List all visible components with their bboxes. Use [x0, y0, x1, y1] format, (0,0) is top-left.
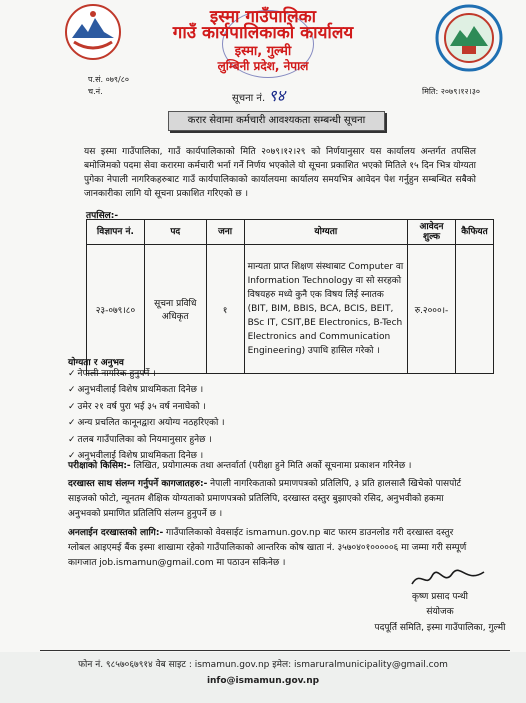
dispatch-number: च.नं.: [88, 87, 103, 96]
signatory-office: पदपूर्ति समिति, इस्मा गाउँपालिका, गुल्मी: [374, 623, 506, 633]
cell-remarks: [455, 245, 493, 374]
notice-subject: करार सेवामा कर्मचारी आवश्यकता सम्बन्धी सूचना: [187, 115, 366, 126]
table-row: [87, 245, 494, 374]
cell-fee: रु.२०००।-: [408, 245, 456, 374]
documents-text: नेपाली नागरिकताको प्रमाणपत्रको प्रतिलिपि, ३ प्रति हालसालै खिचेको पासपोर्ट साइजको फोटो, न्यूनतम शैक्षिक योग्यताको प्रमाणपत्रको प्रतिलिपि, दरखास्त दस्तुर बुझाएको रसिद, अनुभवीको हकमा अनुभवको प्रमाणित प्रतिलिपि संलग्न हुनुपर्ने छ ।: [68, 479, 462, 519]
municipality-name: इस्मा गाउँपालिका: [209, 7, 317, 27]
col-header-ad-no: विज्ञापन नं.: [87, 220, 145, 245]
list-item: ✓ नेपाली नागरिक हुनुपर्ने ।: [68, 366, 225, 382]
col-header-fee: आवेदन शुल्क: [408, 220, 456, 245]
vacancy-table: [86, 219, 494, 374]
office-name: गाउँ कार्यपालिकाको कार्यालय: [172, 23, 354, 43]
province-name: लुम्बिनी प्रदेश, नेपाल: [217, 59, 309, 73]
documents-label: दरखास्त साथ संलग्न गर्नुपर्ने कागजातहरु:-: [68, 479, 208, 489]
footer-divider: [40, 650, 510, 651]
col-header-qualification: योग्यता: [244, 220, 407, 245]
online-application: [68, 526, 478, 571]
table-header-row: [87, 220, 494, 245]
reference-number: प.सं. ०७९/८०: [88, 75, 130, 84]
subject-box: [168, 111, 385, 131]
signatory-name: कृष्ण प्रसाद पन्थी: [412, 592, 468, 602]
office-location: इस्मा, गुल्मी: [234, 44, 292, 59]
col-header-remarks: कैफियत: [455, 220, 493, 245]
cell-count: १: [206, 245, 244, 374]
notice-number: ९४: [268, 86, 285, 105]
online-text: गाउँपालिकाको वेवसाईट ismamun.gov.np बाट फारम डाउनलोड गरी दरखास्त दस्तुर ग्लोबल आइएमई बैंक इस्मा शाखामा रहेको गाउँपालिकाको आन्तरिक कोष खाता नं. ३५७०४०१०००००६ मा जम्मा गरी सम्पूर्ण कागजात job.ismamun@gmail.com मा पठाउन सकिनेछ ।: [68, 528, 467, 568]
col-header-count: जना: [206, 220, 244, 245]
exam-type: [68, 459, 478, 474]
notice-label: सूचना नं.: [232, 93, 266, 104]
exam-text: लिखित, प्रयोगात्मक तथा अन्तर्वार्ता (परीक्षा हुने मिति अर्को सूचनामा प्रकाशन गरिनेछ ।: [130, 461, 412, 471]
cell-ad-no: २३-०७९।८०: [87, 245, 145, 374]
exam-label: परीक्षाको किसिम:-: [68, 461, 131, 471]
footer-contact: फोन नं. ९८५७०६७९१४ वेब साइट : ismamun.gov.np इमेल: ismaruralmunicipality@gmail.com: [78, 660, 448, 670]
municipality-logo-icon: [434, 2, 504, 74]
intro-paragraph: यस इस्मा गाउँपालिका, गाउँ कार्यपालिकाको मिति २०७९।१२।२९ को निर्णयानुसार यस कार्यालय अन्तर्गत तपसिल बमोजिमको पदमा सेवा करारमा कर्मचारी भर्ना गर्ने निर्णय भएकोले यो सूचना प्रकाशित भएको मितिले १५ दिन भित्र योग्यता पुगेका नेपाली नागरिकहरुबाट गाउँ कार्यपालिकाको कार्यालयमा कार्यालय समयभित्र आवेदन पेश गर्नुहुन सम्बन्धित सबैको जानकारीका लागि यो सूचना प्रकाशित गरिएको छ ।: [84, 147, 476, 199]
list-item: ✓ उमेर २१ वर्ष पुरा भई ३५ वर्ष ननाघेको ।: [68, 399, 225, 415]
letterhead: [0, 0, 526, 86]
notice-date: मिति: २०७९।१२।३०: [422, 87, 481, 96]
requirements-title: योग्यता र अनुभव: [68, 358, 124, 368]
list-item: ✓ अनुभवीलाई विशेष प्राथमिकता दिनेछ ।: [68, 382, 225, 398]
list-item: ✓ अनुभवीलाई विशेष प्राथमिकता दिनेछ ।: [68, 448, 225, 464]
online-label: अनलाईन दरखास्तको लागि:-: [68, 528, 164, 538]
col-header-post: पद: [144, 220, 206, 245]
cell-post: सूचना प्रविधि अधिकृत: [144, 245, 206, 374]
details-label: तपसिल:-: [86, 211, 119, 221]
notice-number-line: [232, 84, 285, 106]
signatory-role: संयोजक: [426, 607, 454, 617]
cell-qualification: मान्यता प्राप्त शिक्षण संस्थाबाट Computer वा Information Technology वा सो सरहको विषयहरु मध्ये कुनै एक विषय लिई स्नातक (BIT, BIM, BBIS, BCA, BCIS, BEIT, BSc IT, CSIT,BE Electronics, B-Tech Electronics and Communication Engineering) उपाधि हासिल गरेको ।: [244, 245, 407, 374]
list-item: ✓ अन्य प्रचलित कानूनद्वारा अयोग्य नठहरिएको ।: [68, 415, 225, 431]
list-item: ✓ तलब गाउँपालिका को नियमानुसार हुनेछ ।: [68, 432, 225, 448]
footer-email: info@ismamun.gov.np: [206, 676, 320, 686]
required-documents: [68, 477, 478, 522]
requirements-list: [68, 366, 225, 464]
